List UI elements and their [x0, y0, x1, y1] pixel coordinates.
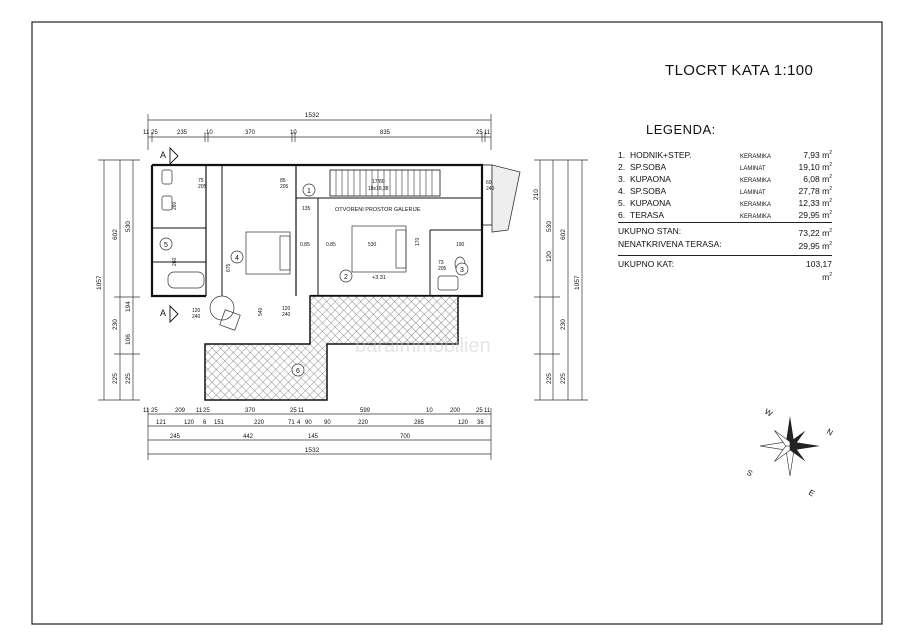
inner-dim: 675: [226, 263, 232, 272]
room-number-3: 3: [460, 267, 464, 274]
dim-bottom-1-1: 25: [151, 408, 158, 414]
dim-bottom-1-12: 11: [484, 408, 491, 414]
bottom-dimension-lines: [148, 408, 491, 460]
legend-name: KUPAONA: [630, 197, 671, 208]
dim-right-4: 120: [546, 251, 553, 262]
legend-row: [618, 183, 846, 195]
dim-left-4: 225: [125, 373, 132, 384]
dim-bottom-2-0: 121: [156, 420, 167, 426]
inner-dim: 205: [198, 184, 207, 190]
dim-top-1: 25: [151, 130, 158, 136]
legend-area-sup: 2: [829, 186, 832, 192]
total-area: [794, 226, 832, 239]
total-name: UKUPNO STAN:: [618, 226, 682, 236]
legend-area-sup: 2: [829, 210, 832, 216]
dim-top-5: 10: [290, 130, 297, 136]
total-area: [794, 239, 832, 252]
dim-bottom-2-2: 6: [203, 420, 207, 426]
dim-bottom-2-4: 220: [254, 420, 265, 426]
inner-dim: 205: [280, 184, 289, 190]
bottom-dim-row-2: [156, 420, 484, 426]
inner-dim: 170: [415, 237, 421, 246]
dim-bottom-1-2: 209: [175, 408, 186, 414]
legend-material: KERAMIKA: [740, 201, 772, 208]
total-area-sup: 2: [829, 240, 832, 247]
dim-bottom-1-3: 11: [196, 408, 203, 414]
dim-bottom-3-0: 245: [170, 434, 181, 440]
legend-heading: LEGENDA:: [646, 122, 716, 137]
inner-dim: 260: [172, 257, 178, 266]
grand-total-name: UKUPNO KAT:: [618, 258, 675, 269]
total-area-value: 29,95 m: [798, 240, 830, 251]
legend-area-value: 7,93 m: [803, 149, 830, 160]
grand-total-area: [794, 259, 832, 283]
inner-dim: 240: [486, 186, 495, 192]
dim-left-6: 106: [125, 334, 132, 345]
compass-rose: [759, 415, 821, 477]
legend-grand-total-row: [618, 259, 846, 283]
inner-dim: 75: [198, 178, 204, 184]
dim-bottom-1-7: 11: [298, 408, 305, 414]
stair-label: 18x18,38: [368, 186, 389, 192]
inner-dim: 0.85: [326, 242, 336, 248]
compass-w: W: [763, 406, 775, 419]
dim-bottom-1-11: 25: [476, 408, 483, 414]
dim-right-5: 210: [533, 189, 540, 200]
dim-right-3: 225: [560, 373, 567, 384]
inner-dim: 60: [486, 180, 492, 186]
legend-divider: [618, 255, 832, 256]
dim-top-7: 25: [476, 130, 483, 136]
legend-area-value: 27,78 m: [798, 185, 830, 196]
legend-material: KERAMIKA: [740, 153, 772, 160]
legend-material: LAMINAT: [740, 165, 766, 172]
inner-dim: 240: [282, 312, 291, 318]
room-number-2: 2: [344, 274, 348, 281]
legend-area-sup: 2: [829, 174, 832, 180]
dim-right-1: 530: [546, 221, 553, 232]
east-balcony: [492, 165, 520, 232]
room-number-6: 6: [296, 368, 300, 375]
legend-divider: [618, 222, 832, 223]
dim-left-2: 230: [112, 319, 119, 330]
section-marker-top: A: [160, 150, 167, 160]
legend-material: LAMINAT: [740, 189, 766, 196]
inner-dim: 530: [368, 242, 377, 248]
legend-total-row: [618, 239, 846, 252]
inner-dim: 240: [192, 314, 201, 320]
legend-name: TERASA: [630, 209, 665, 220]
legend-num: 5.: [618, 197, 626, 208]
grand-total-area-value: 103,17 m: [806, 258, 832, 282]
compass-e: E: [807, 487, 817, 499]
bottom-dim-row-3: [170, 434, 411, 440]
legend-num: 3.: [618, 173, 626, 184]
legend-row: [618, 195, 846, 207]
grand-total-area-sup: 2: [829, 271, 832, 278]
inner-dim: 120: [282, 306, 291, 312]
legend-area-value: 19,10 m: [798, 161, 830, 172]
legend-row: [618, 171, 846, 183]
total-area-sup: 2: [829, 228, 832, 234]
compass-n: N: [825, 426, 835, 438]
inner-dim: 260: [172, 201, 178, 210]
gallery-label: OTVORENI PROSTOR GALERIJE: [335, 207, 421, 213]
dim-bottom-2-12: 36: [477, 420, 484, 426]
dim-top-overall: 1532: [304, 112, 320, 119]
inner-dim: 73: [438, 260, 444, 266]
legend-name: HODNIK+STEP.: [630, 149, 692, 160]
legend-total-row: [618, 226, 846, 239]
dim-bottom-2-3: 151: [214, 420, 225, 426]
dim-bottom-1-0: 11: [143, 408, 150, 414]
dim-bottom-1-8: 599: [360, 408, 371, 414]
legend-area-sup: 2: [829, 162, 832, 168]
drawing-title: TLOCRT KATA 1:100: [665, 62, 814, 79]
total-name: NENATKRIVENA TERASA:: [618, 238, 722, 249]
legend-area: [794, 207, 832, 221]
legend-area-value: 29,95 m: [798, 209, 830, 220]
section-marker-bottom: A: [160, 308, 167, 318]
bottom-dim-row-1: [143, 408, 491, 414]
legend-table: [618, 122, 846, 282]
level-label: +3.31: [372, 275, 386, 281]
dim-bottom-2-9: 220: [358, 420, 369, 426]
inner-dim: 85: [280, 178, 286, 184]
inner-dim: 190: [456, 242, 465, 248]
legend-num: 2.: [618, 161, 626, 172]
dim-bottom-2-7: 90: [305, 420, 312, 426]
legend-num: 1.: [618, 149, 626, 160]
left-dimension-lines: [98, 160, 140, 400]
dim-right-2: 230: [560, 319, 567, 330]
dim-top-0: 11: [143, 130, 150, 136]
dim-right-total: 1057: [574, 275, 581, 290]
total-area-value: 73,22 m: [798, 227, 830, 238]
dim-left-1: 530: [125, 221, 132, 232]
inner-dim: 205: [438, 266, 447, 272]
dim-bottom-3-1: 442: [243, 434, 254, 440]
inner-dim: 120: [192, 308, 201, 314]
legend-name: SP.SOBA: [630, 185, 667, 196]
legend-area-value: 12,33 m: [798, 197, 830, 208]
dim-top-4: 370: [245, 130, 256, 136]
dim-bottom-2-11: 120: [458, 420, 469, 426]
legend-area-sup: 2: [829, 150, 832, 156]
legend-area-value: 6,08 m: [803, 173, 830, 184]
dim-bottom-3-3: 700: [400, 434, 411, 440]
dim-left-3: 225: [112, 373, 119, 384]
dim-bottom-2-6: 4: [297, 420, 301, 426]
inner-dim: 0.85: [300, 242, 310, 248]
legend-name: SP.SOBA: [630, 161, 667, 172]
dim-bottom-2-10: 285: [414, 420, 425, 426]
top-dimension-lines: [148, 114, 491, 150]
dim-top-6: 835: [380, 130, 391, 136]
legend-row: [618, 147, 846, 159]
inner-dim: 540: [258, 307, 264, 316]
dim-right-6: 225: [546, 373, 553, 384]
dim-top-3: 10: [206, 130, 213, 136]
dim-bottom-2-5: 71: [288, 420, 295, 426]
dim-bottom-1-10: 200: [450, 408, 461, 414]
dim-bottom-1-9: 10: [426, 408, 433, 414]
dim-left-0: 602: [112, 229, 119, 240]
legend-material: KERAMIKA: [740, 213, 772, 220]
legend-num: 4.: [618, 185, 626, 196]
legend-material: KERAMIKA: [740, 177, 772, 184]
dim-bottom-2-8: 90: [324, 420, 331, 426]
legend-row: [618, 159, 846, 171]
dim-bottom-3-2: 145: [308, 434, 319, 440]
watermark: baraimmobilien: [355, 335, 491, 357]
dim-bottom-1-5: 370: [245, 408, 256, 414]
dim-bottom-1-4: 25: [203, 408, 210, 414]
stair-count: 17/80: [372, 179, 385, 185]
compass-s: S: [745, 467, 755, 479]
dim-bottom-2-1: 120: [184, 420, 195, 426]
dim-top-2: 235: [177, 130, 188, 136]
legend-area-sup: 2: [829, 198, 832, 204]
dim-bottom-overall: 1532: [304, 447, 320, 454]
dim-bottom-1-6: 25: [290, 408, 297, 414]
room-number-5: 5: [164, 242, 168, 249]
dim-right-0: 602: [560, 229, 567, 240]
legend-num: 6.: [618, 209, 626, 220]
room-number-1: 1: [307, 188, 311, 195]
legend-row: [618, 207, 846, 219]
dim-top-8: 11: [484, 130, 491, 136]
dim-left-total: 1057: [96, 275, 103, 290]
dim-left-5: 194: [125, 301, 132, 312]
legend-name: KUPAONA: [630, 173, 671, 184]
room-number-4: 4: [235, 255, 239, 262]
inner-dim: 135: [302, 206, 311, 212]
